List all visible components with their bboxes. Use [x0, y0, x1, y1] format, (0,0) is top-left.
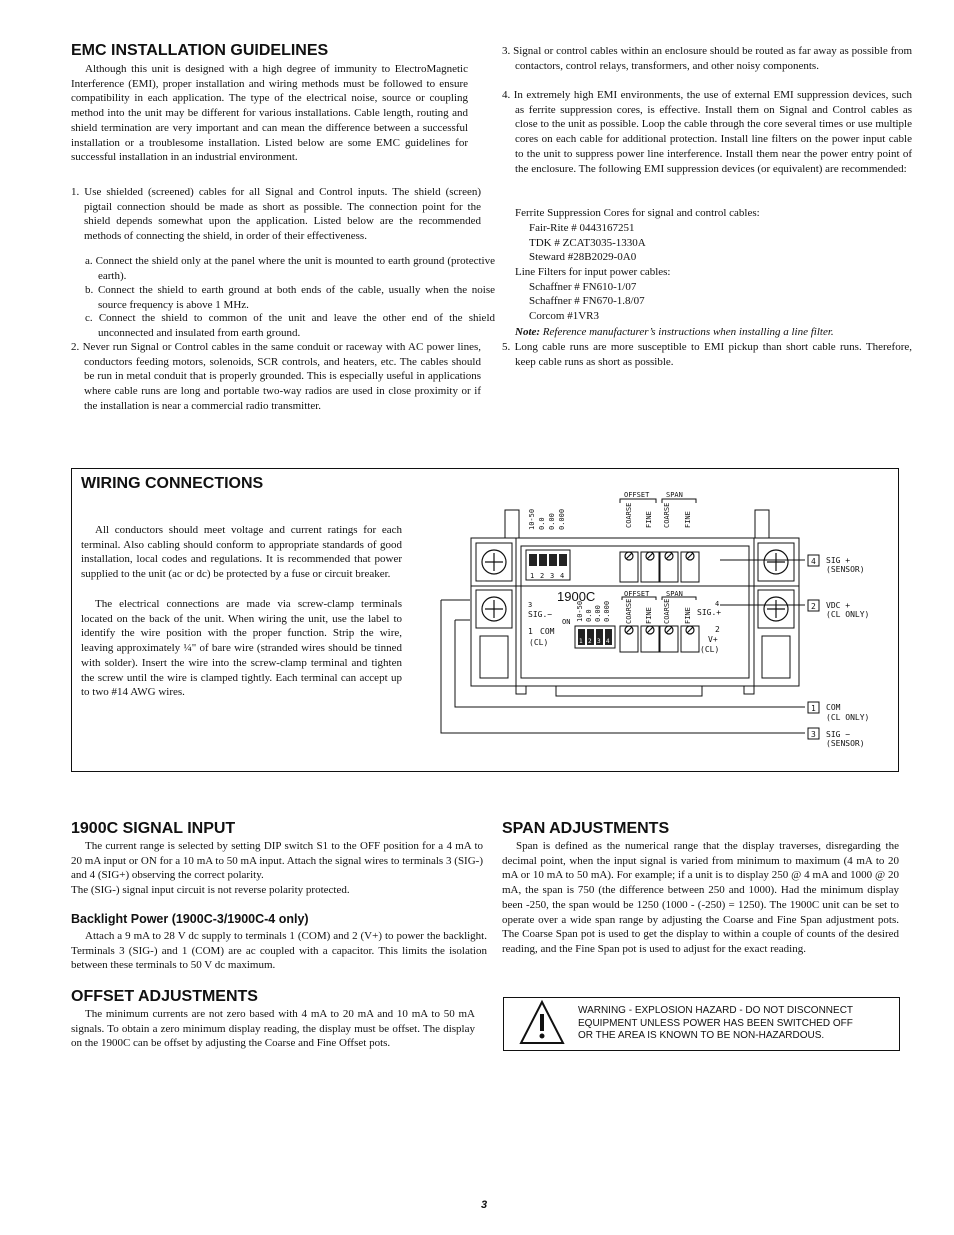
filter-part-3: Corcom #1VR3: [529, 310, 599, 322]
dip-num-4: 4: [560, 572, 565, 580]
terminal-4-num: 4: [715, 600, 720, 608]
filter-part-2: Schaffner # FN670-1.8/07: [529, 295, 645, 307]
emc-item-2: 2. Never run Signal or Control cables in the same conduit or raceway with AC power lines, conductors feeding motors, solenoids, SCR controls, and heaters, etc. The cables should be run in metal conduit that is properly grounded. This is especially useful in applications where cable runs are long and portable two-way radios are used in close proximity or if the installation is near a commercial radio transmitter.: [71, 341, 481, 412]
pot-label-fine-span: FINE: [684, 511, 692, 528]
signal-polarity-note: The (SIG-) signal input circuit is not reverse polarity protected.: [71, 884, 350, 896]
diagram-inner-span: SPAN: [666, 590, 683, 598]
emc-item-1: 1. Use shielded (screened) cables for all Signal and Control inputs. The shield (screen) pigtail connection should be made as short as possible. The connection point for the shield depends somewhat upon the application. Listed below are the recommended methods of connecting the shield, in order of their effectiveness.: [71, 186, 481, 243]
terminal-3-label: SIG.−: [528, 610, 553, 619]
diagram-top-offset: OFFSET: [624, 491, 650, 499]
inner-dip-num-3: 3: [597, 638, 601, 645]
inner-dip-label-1: 10-50: [576, 600, 584, 622]
inner-pot-label-4: FINE: [684, 607, 692, 624]
dip-num-3: 3: [550, 572, 555, 580]
emc-title: EMC INSTALLATION GUIDELINES: [71, 42, 329, 59]
terminal-4-label: SIG.+: [697, 608, 722, 617]
terminal-1-label: COM: [540, 627, 555, 636]
inner-dip-label-3: 0.00: [594, 605, 602, 622]
inner-pot-label-3: COARSE: [663, 598, 671, 624]
terminal-2-sub: (CL): [700, 645, 720, 654]
pot-label-coarse-span: COARSE: [663, 502, 671, 528]
ferrite-part-2: TDK # ZCAT3035-1330A: [529, 237, 646, 249]
span-title: SPAN ADJUSTMENTS: [502, 820, 670, 837]
dip-label-2: 0.0: [538, 517, 546, 530]
span-para: Span is defined as the numerical range that the display traverses, disregarding the decimal point, when the input signal is varied from minimum to maximum (4 mA to 20 mA or 10 mA to 50 mA). For example; if a unit is to display 250 @ 4 mA and 1000 @ 20 mA, the span is 750 (the difference between 250 and 1000). Had the minimum display been -250, the span would be 1250 (1000 - (-250) = 1250). The 1900C unit can be set to operate over a wide span range by adjusting the Coarse and Fine Span adjustment pots. The Coarse Span pot is used to get the display to within a couple of counts of the desired reading, and the Fine Span pot is used to adjust for the exact reading.: [502, 840, 899, 955]
right-term-2-line1: VDC +: [826, 601, 851, 610]
right-term-3-line1: COM: [826, 703, 841, 712]
right-term-1-num: 4: [811, 557, 816, 566]
inner-dip-num-1: 1: [579, 638, 583, 645]
page-number: 3: [481, 1199, 488, 1211]
inner-dip-num-4: 4: [606, 638, 610, 645]
inner-dip-label-4: 0.000: [603, 600, 611, 622]
inner-pot-label-1: COARSE: [625, 598, 633, 624]
pot-label-fine-offset: FINE: [645, 511, 653, 528]
right-term-4-line2: (SENSOR): [826, 739, 865, 748]
backlight-title: Backlight Power (1900C-3/1900C-4 only): [71, 912, 309, 926]
diagram-model-label: 1900C: [557, 589, 596, 604]
ferrite-part-3: Steward #28B2029-0A0: [529, 251, 637, 263]
warning-line-3: OR THE AREA IS KNOWN TO BE NON-HAZARDOUS.: [578, 1030, 825, 1041]
emc-intro: Although this unit is designed with a high degree of immunity to ElectroMagnetic Interference (EMI), proper installation and wiring methods must be followed to ensure compatibility in each application. The type of the electrical noise, source or coupling method into the unit may be different for various installations. Cable length, routing and shield termination are very important and can mean the difference between a successful installation or a troublesome installation. Listed below are some EMC guidelines for successful installation in an industrial environment.: [71, 63, 468, 164]
emc-item-3: 3. Signal or control cables within an enclosure should be routed as far away as possible from contactors, control relays, transformers, and other noisy components.: [502, 45, 912, 72]
terminal-2-num: 2: [715, 625, 720, 634]
note-label: Note:: [515, 326, 541, 338]
filter-part-1: Schaffner # FN610-1/07: [529, 281, 637, 293]
emc-item-5: 5. Long cable runs are more susceptible to EMI pickup than short cable runs. Therefore, keep cable runs as short as possible.: [502, 341, 912, 368]
inner-dip-label-2: 0.0: [585, 609, 593, 622]
diagram-top-span: SPAN: [666, 491, 683, 499]
emc-item-4: 4. In extremely high EMI environments, the use of external EMI suppression devices, such as ferrite suppression cores, is effective. Install them on Signal and Control cables as close to the unit as possible. Loop the cable through the core several times or use multiple cores on each cable for additional protection. Install line filters on the power input cable to the unit to suppress power line interference. Install them near the power entry point of the enclosure. The following EMI suppression devices (or equivalent) are recommended:: [502, 89, 912, 175]
warning-line-1: WARNING - EXPLOSION HAZARD - DO NOT DISCONNECT: [578, 1005, 854, 1016]
inner-dip-num-2: 2: [588, 638, 592, 645]
dip-label-1: 10-50: [528, 508, 536, 530]
filter-label: Line Filters for input power cables:: [515, 266, 671, 278]
terminal-2-label: V+: [708, 635, 718, 644]
ferrite-part-1: Fair-Rite # 0443167251: [529, 222, 635, 234]
right-term-4-num: 3: [811, 730, 816, 739]
right-term-1-line1: SIG +: [826, 556, 851, 565]
wiring-para-2: The electrical connections are made via screw-clamp terminals located on the back of the unit. When wiring the unit, use the label to identify the wire position with the proper function. Strip the wire, leaving approximately ¼" of bare wire (stranded wires should be tinned with solder). Insert the wire into the screw-clamp terminal and tighten the screw until the wire is clamped tightly. Each terminal can accept up to two #14 AWG wires.: [81, 598, 402, 699]
right-term-1-line2: (SENSOR): [826, 565, 865, 574]
warning-text: [578, 1005, 853, 1043]
dip-num-1: 1: [530, 572, 535, 580]
emc-item-1c: c. Connect the shield to common of the unit and leave the other end of the shield unconnected and insulated from earth ground.: [85, 312, 495, 339]
right-term-3-num: 1: [811, 704, 816, 713]
warning-triangle-icon: [518, 999, 568, 1047]
warning-line-2: EQUIPMENT UNLESS POWER HAS BEEN SWITCHED OFF: [578, 1017, 853, 1029]
right-term-2-line2: (CL ONLY): [826, 610, 870, 619]
emc-item-1a: a. Connect the shield only at the panel where the unit is mounted to earth ground (protective earth).: [85, 255, 495, 282]
diagram-inner-offset: OFFSET: [624, 590, 650, 598]
terminal-1-num: 1: [528, 627, 533, 636]
signal-para: The current range is selected by setting DIP switch S1 to the OFF position for a 4 mA to 20 mA input or ON for a 10 mA to 50 mA input. Attach the signal wires to terminals 3 (SIG-) and 4 (SIG+) observing the correct polarity.: [71, 840, 483, 882]
terminal-3-num: 3: [528, 601, 533, 609]
offset-title: OFFSET ADJUSTMENTS: [71, 988, 258, 1005]
wiring-title: WIRING CONNECTIONS: [81, 475, 264, 492]
signal-title: 1900C SIGNAL INPUT: [71, 820, 236, 837]
right-term-3-line2: (CL ONLY): [826, 713, 870, 722]
note-text: Reference manufacturer’s instructions when installing a line filter.: [540, 326, 834, 338]
terminal-1-sub: (CL): [529, 638, 549, 647]
dip-on-label: ON: [562, 618, 571, 626]
pot-label-coarse-offset: COARSE: [625, 502, 633, 528]
emc-item-1b: b. Connect the shield to earth ground at both ends of the cable, usually when the noise source frequency is above 1 MHz.: [85, 284, 495, 311]
dip-label-3: 0.00: [548, 513, 556, 530]
right-term-4-line1: SIG −: [826, 730, 851, 739]
inner-pot-label-2: FINE: [645, 607, 653, 624]
wiring-para-1: All conductors should meet voltage and current ratings for each terminal. Also cabling should conform to appropriate standards of good installation, local codes and regulations. It is recommended that power supplied to the unit (ac or dc) be protected by a fuse or circuit breaker.: [81, 524, 402, 581]
right-term-2-num: 2: [811, 602, 816, 611]
offset-para: The minimum currents are not zero based with 4 mA to 20 mA and 10 mA to 50 mA signals. To obtain a zero minimum display reading, the display must be offset. The display on the 1900C can be offset by adjusting the Coarse and Fine Offset pots.: [71, 1008, 475, 1050]
dip-num-2: 2: [540, 572, 545, 580]
backlight-para: Attach a 9 mA to 28 V dc supply to terminals 1 (COM) and 2 (V+) to power the backlight. Terminals 3 (SIG-) and 1 (COM) are ac coupled with a capacitor. This limits the isolation between these terminals to 50 V dc maximum.: [71, 930, 487, 972]
ferrite-label: Ferrite Suppression Cores for signal and control cables:: [515, 207, 760, 219]
dip-label-4: 0.000: [558, 508, 566, 530]
